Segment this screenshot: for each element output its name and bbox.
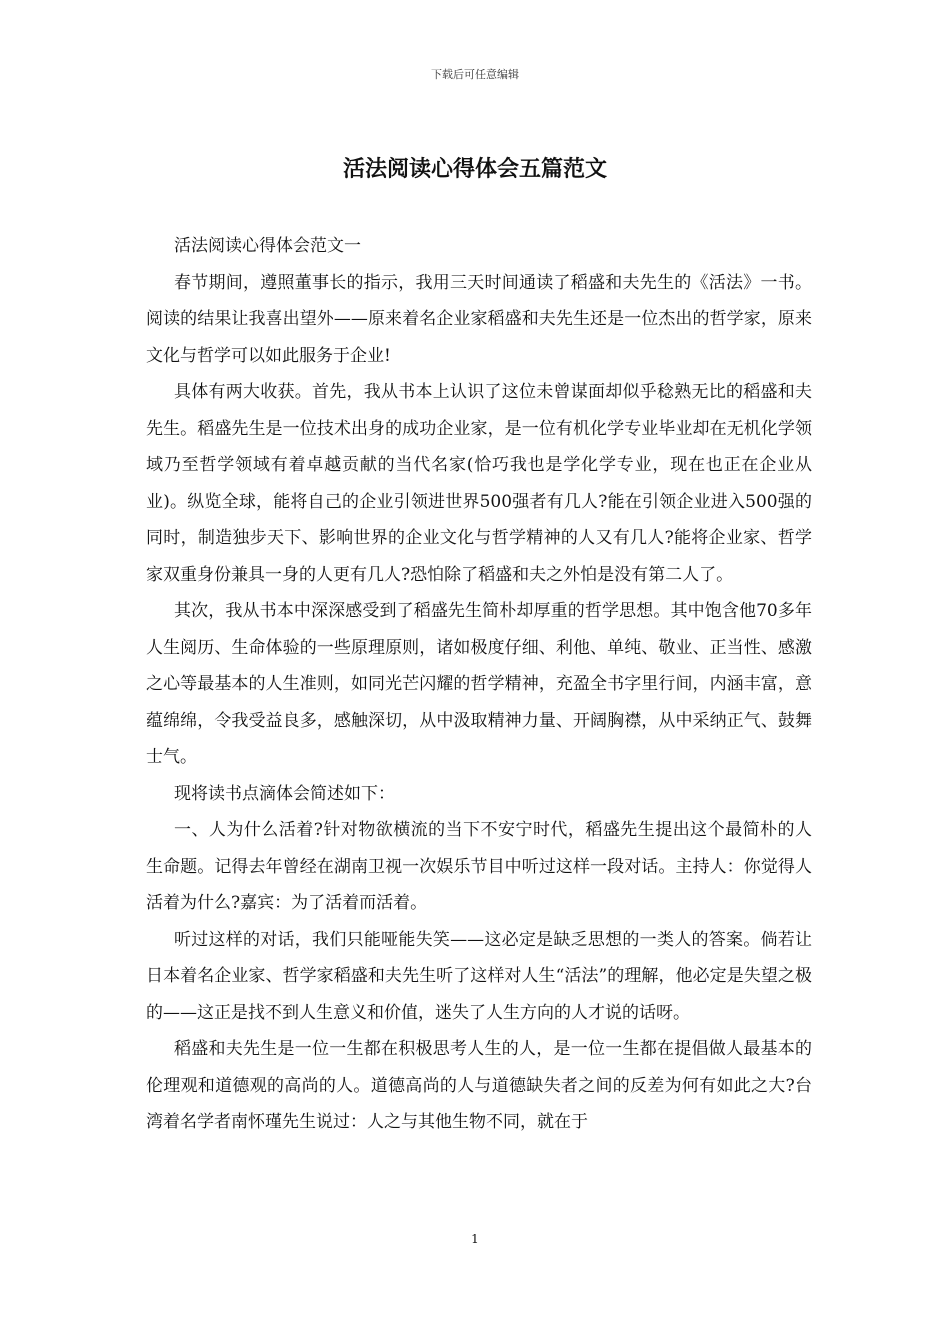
paragraph: 春节期间，遵照董事长的指示，我用三天时间通读了稻盛和夫先生的《活法》一书。阅读的结果让我喜出望外——原来着名企业家稻盛和夫先生还是一位杰出的哲学家，原来文化与哲学可以如此服务于企业! (146, 272, 812, 366)
paragraph: 听过这样的对话，我们只能哑能失笑——这必定是缺乏思想的一类人的答案。倘若让日本着名企业家、哲学家稻盛和夫先生听了这样对人生“活法”的理解，他必定是失望之极的——这正是找不到人生意义和价值，迷失了人生方向的人才说的话呀。 (146, 929, 812, 1023)
page-number: 1 (471, 1232, 479, 1246)
paragraph: 具体有两大收获。首先，我从书本上认识了这位未曾谋面却似乎稔熟无比的稻盛和夫先生。稻盛先生是一位技术出身的成功企业家，是一位有机化学专业毕业却在无机化学领域乃至哲学领域有着卓越贡献的当代名家(恰巧我也是学化学专业，现在也正在企业从业)。纵览全球，能将自己的企业引领进世界500强者有几人?能在引领企业进入500强的同时，制造独步天下、影响世界的企业文化与哲学精神的人又有几人?能将企业家、哲学家双重身份兼具一身的人更有几人?恐怕除了稻盛和夫之外怕是没有第二人了。 (146, 382, 812, 585)
section-heading: 活法阅读心得体会范文一 (174, 236, 361, 256)
paragraph: 其次，我从书本中深深感受到了稻盛先生简朴却厚重的哲学思想。其中饱含他70多年人生阅历、生命体验的一些原理原则，诸如极度仔细、利他、单纯、敬业、正当性、感激之心等最基本的人生准则，如同光芒闪耀的哲学精神，充盈全书字里行间，内涵丰富，意蕴绵绵，令我受益良多，感触深切，从中汲取精神力量、开阔胸襟，从中采纳正气、鼓舞士气。 (146, 601, 812, 767)
header-note: 下载后可任意编辑 (431, 68, 519, 81)
document-body (146, 228, 812, 1141)
paragraph: 稻盛和夫先生是一位一生都在积极思考人生的人，是一位一生都在提倡做人最基本的伦理观和道德观的高尚的人。道德高尚的人与道德缺失者之间的反差为何有如此之大?台湾着名学者南怀瑾先生说过：人之与其他生物不同，就在于 (146, 1039, 812, 1132)
paragraph: 现将读书点滴体会简述如下： (174, 783, 395, 804)
paragraph: 一、人为什么活着?针对物欲横流的当下不安宁时代，稻盛先生提出这个最简朴的人生命题。记得去年曾经在湖南卫视一次娱乐节目中听过这样一段对话。主持人：你觉得人活着为什么?嘉宾：为了活着而活着。 (146, 820, 812, 913)
document-title: 活法阅读心得体会五篇范文 (342, 156, 607, 182)
